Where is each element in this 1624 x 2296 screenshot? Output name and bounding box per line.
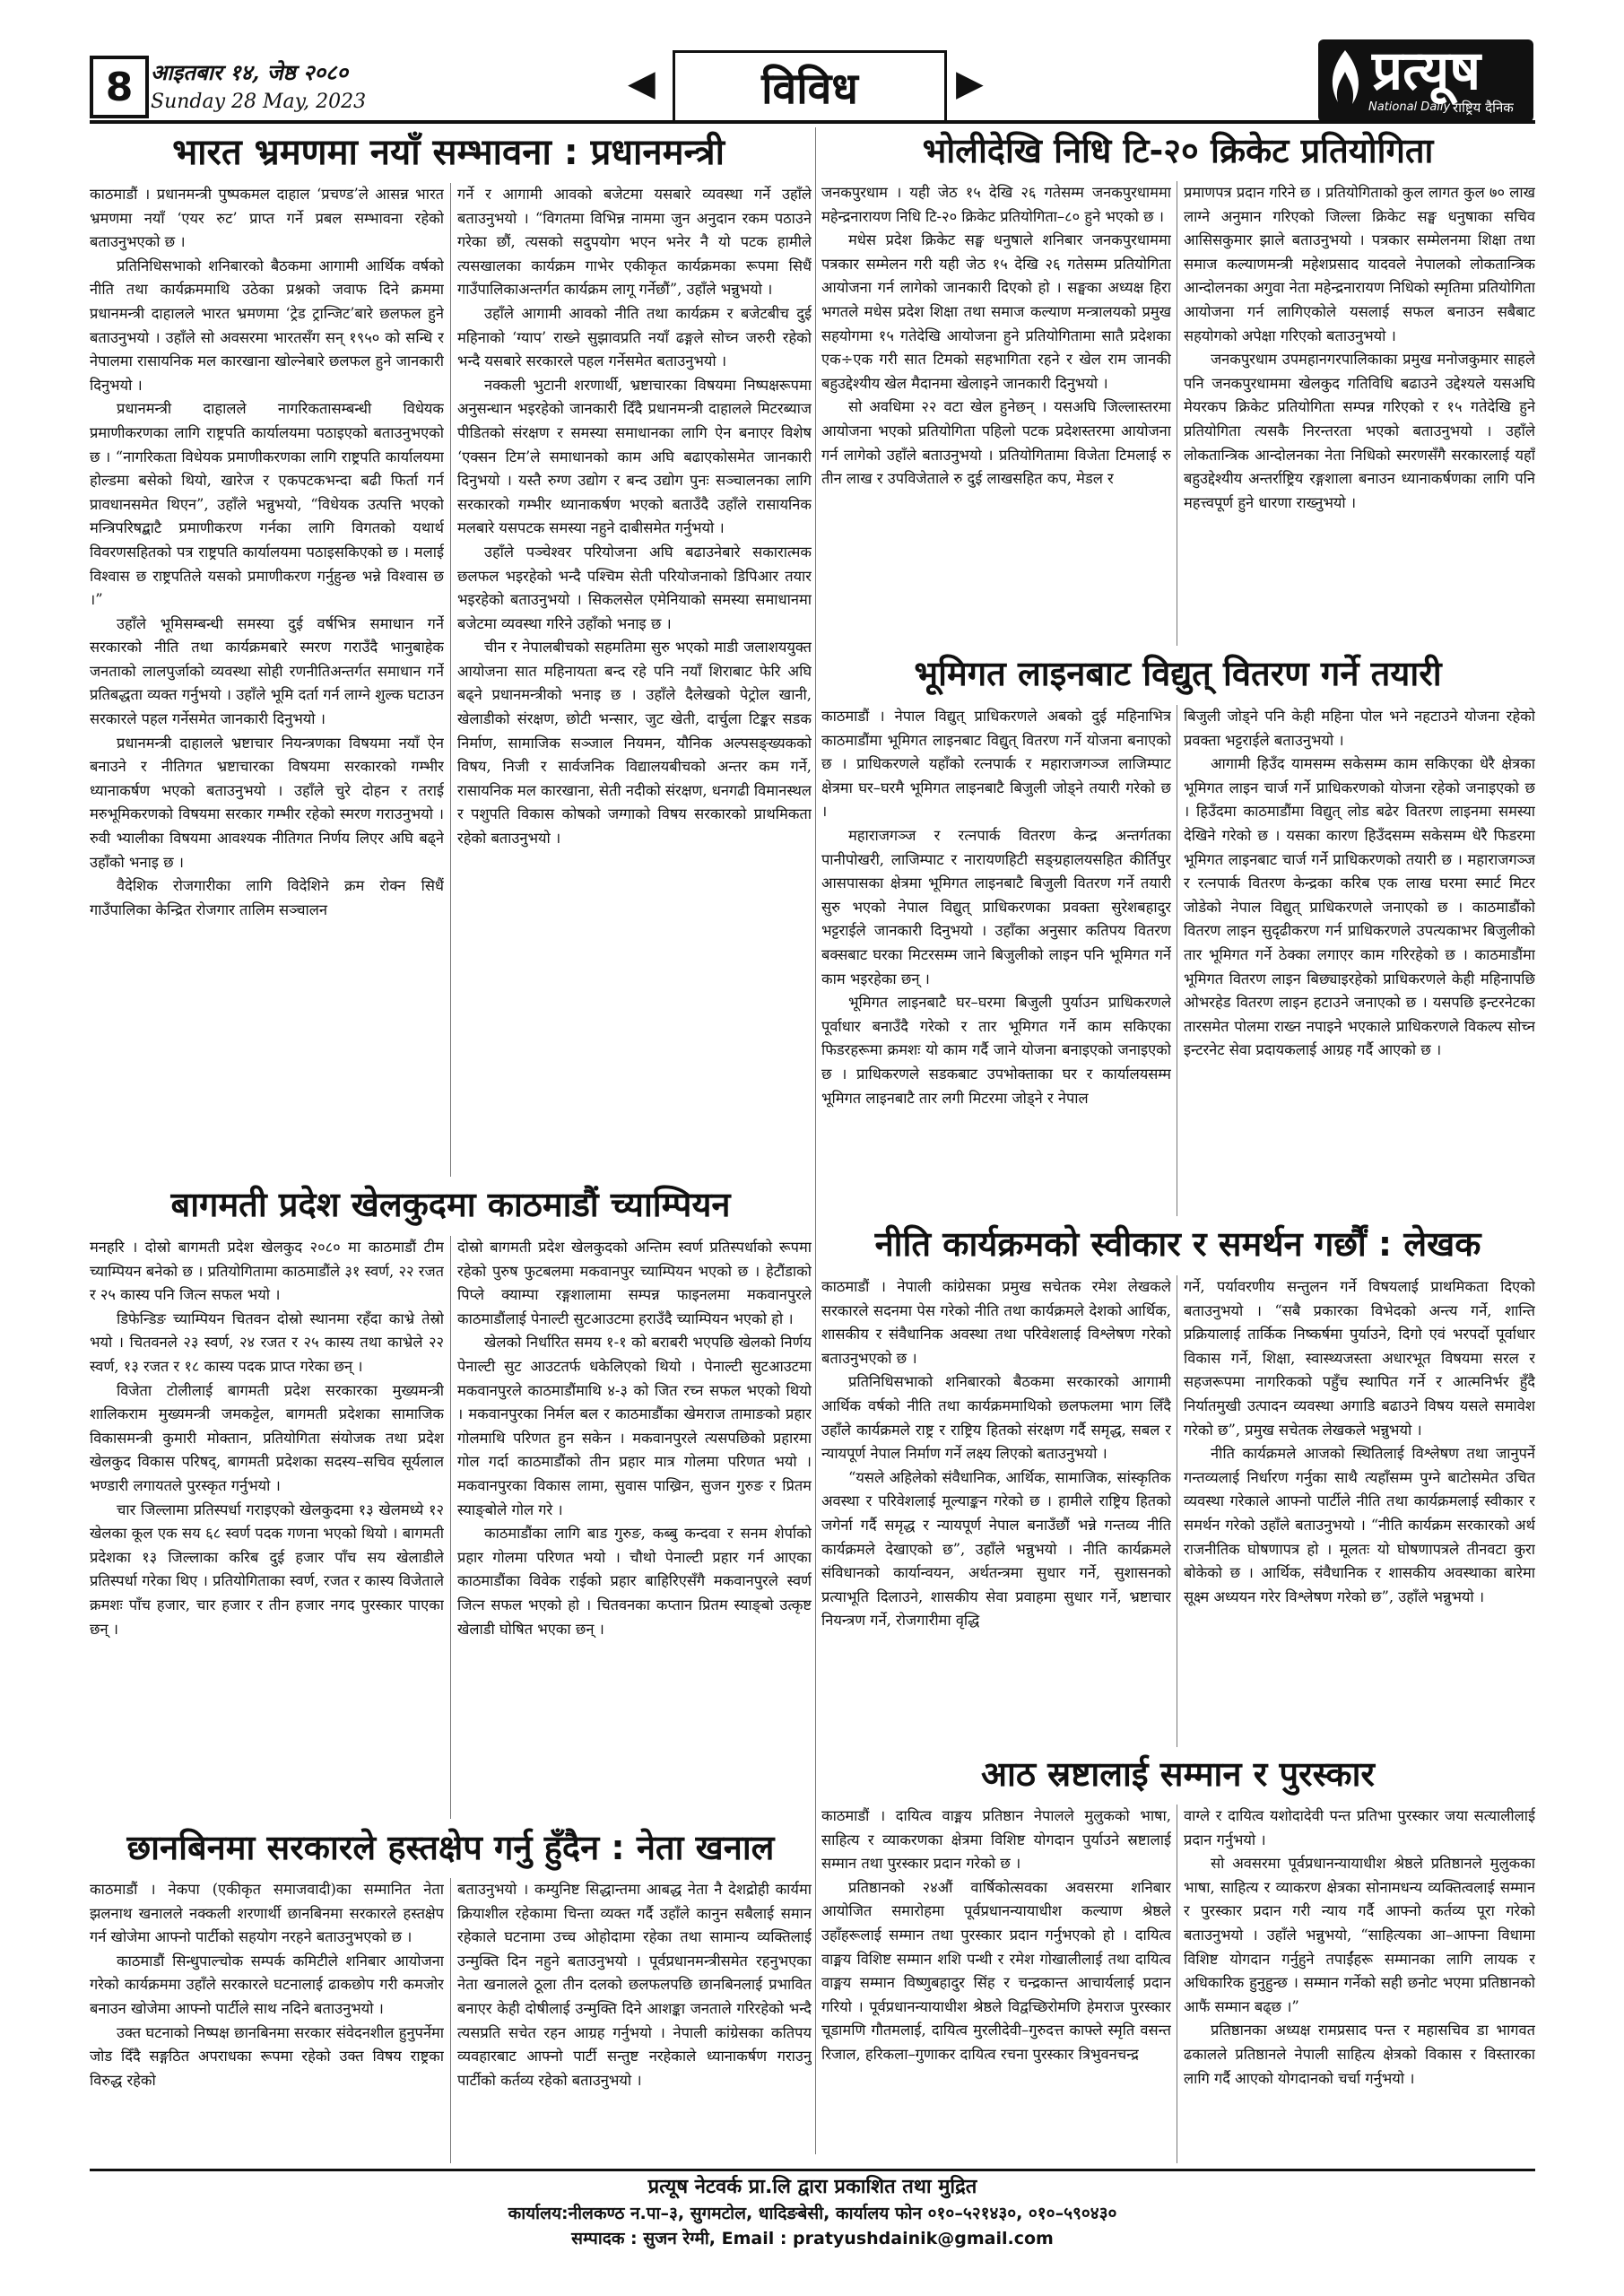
editor-email-line: सम्पादक : सुजन रेग्मी, Email : pratyushdainik@gmail.com	[571, 2229, 1054, 2248]
article-column	[821, 1805, 1171, 2163]
date-nepali: आइतबार १४, जेष्ठ २०८०	[151, 59, 348, 85]
paragraph: मधेस प्रदेश क्रिकेट सङ्घ धनुषाले शनिबार जनकपुरधाममा पत्रकार सम्मेलन गरी यही जेठ १५ देखि २६ गतेसम्म प्रतियोगिता आयोजना गर्न लागेको जानकारी दिएको हो । सङ्घका अध्यक्ष हिरा भगतले मधेस प्रदेश शिक्षा तथा समाज कल्याण मन्त्रालयको प्रमुख सहयोगमा १५ गतेदेखि आयोजना हुने प्रतियोगितामा सातै प्रदेशका एक÷एक गरी सात टिमको सहभागिता रहने र खेल राम जानकी बहुउद्देश्यीय खेल मैदानमा खेलाइने जानकारी दिनुभयो ।	[821, 231, 1171, 392]
date-block	[151, 57, 438, 111]
logo-subtitle-nepali: राष्ट्रिय दैनिक	[1453, 100, 1514, 116]
paragraph: दोस्रो बागमती प्रदेश खेलकुदको अन्तिम स्वर्ण प्रतिस्पर्धाको रूपमा रहेको पुरुष फुटबलमा मकवानपुर च्याम्पियन भएको छ । हेटौंडाको पिप्ले क्याम्पा रङ्गशालामा सम्पन्न फाइनलमा मकवानपुरले काठमाडौंलाई पेनाल्टी सुटआउटमा हराउँदै च्याम्पियन भएको हो ।	[457, 1239, 812, 1327]
paragraph: काठमाडौं । नेकपा (एकीकृत समाजवादी)का सम्मानित नेता झलनाथ खनालले नक्कली शरणार्थी छानबिनमा सरकारले हस्तक्षेप गर्न खोजेमा आफ्नो पार्टीको सहयोग नरहने बताउनुभएको छ ।	[90, 1881, 444, 1946]
article-column	[821, 181, 1171, 683]
publisher-line: प्रत्यूष नेटवर्क प्रा.लि द्वारा प्रकाशित तथा मुद्रित	[647, 2176, 977, 2198]
paragraph: भूमिगत लाइनबाटै घर–घरमा बिजुली पुर्याउन प्राधिकरणले पूर्वाधार बनाउँदै गरेको र तार भूमिगत गर्ने काम सकिएका फिडरहरूमा क्रमशः यो काम गर्दै जाने योजना बनाइएको जनाइएको छ । प्राधिकरणले सडकबाट उपभोक्ताका घर र कार्यालयसम्म भूमिगत लाइनबाटै तार लगी मिटरमा जोड्ने र नेपाल	[821, 994, 1171, 1107]
date-english: Sunday 28 May, 2023	[151, 91, 367, 113]
article-column	[90, 1236, 444, 1819]
logo-subtitle-english: National Daily	[1368, 100, 1451, 114]
paragraph: खेलको निर्धारित समय १-१ को बराबरी भएपछि खेलको निर्णय पेनाल्टी सुट आउटतर्फ धकेलिएको थियो । पेनाल्टी सुटआउटमा मकवानपुरले काठमाडौंमाथि ४-३ को जित रच्न सफल भएको थियो । मकवानपुरका निर्मल बल र काठमाडौंका खेमराज तामाङको प्रहार गोलमाथि परिणत हुन सकेन । मकवानपुरले त्यसपछिको प्रहारमा गोल गर्दा काठमाडौंको तीन प्रहार मात्र गोलमा परिणत भयो । मकवानपुरका विकास लामा, सुवास पाख्रिन, सुजन गुरुङ र प्रितम स्याङ्बोले गोल गरे ।	[457, 1334, 812, 1518]
paragraph: चार जिल्लामा प्रतिस्पर्धा गराइएको खेलकुदमा १३ खेलमध्ये १२ खेलका कूल एक सय ६८ स्वर्ण पदक गणना भएको थियो । बागमती प्रदेशका १३ जिल्लाका करिब दुई हजार पाँच सय खेलाडीले प्रतिस्पर्धा गरेका थिए । प्रतियोगिताका स्वर्ण, रजत र कास्य विजेताले क्रमशः पाँच हजार, चार हजार र तीन हजार नगद पुरस्कार पाएका छन् ।	[90, 1500, 444, 1638]
paragraph: काठमाडौं । नेपाल विद्युत् प्राधिकरणले अबको दुई महिनाभित्र काठमाडौंमा भूमिगत लाइनबाट विद्युत् वितरण गर्ने योजना बनाएको छ । प्राधिकरणले यहाँको रत्नपार्क र महाराजगञ्ज लाजिम्पाट क्षेत्रमा घर–घरमै भूमिगत लाइनबाटै बिजुली जोड्ने तयारी गरेको छ ।	[821, 708, 1171, 821]
paragraph: डिफेन्डिङ च्याम्पियन चितवन दोस्रो स्थानमा रहँदा काभ्रे तेस्रो भयो । चितवनले २३ स्वर्ण, २४ रजत र २५ कास्य तथा काभ्रेले २२ स्वर्ण, १३ रजत र १८ कास्य पदक प्राप्त गरेका छन् ।	[90, 1309, 444, 1375]
headline-bharat-bhraman: भारत भ्रमणमा नयाँ सम्भावना : प्रधानमन्त्री	[172, 132, 725, 173]
paragraph: उहाँले पञ्चेश्वर परियोजना अघि बढाउनेबारे सकारात्मक छलफल भइरहेको भन्दै पश्चिम सेती परियोजनाको डिपिआर तयार भइरहेको बताउनुभयो । सिकलसेल एमेनियाको समस्या समाधानमा बजेटमा व्यवस्था गरिने उहाँको भनाइ छ ।	[457, 543, 812, 632]
paragraph: नक्कली भुटानी शरणार्थी, भ्रष्टाचारका विषयमा निष्पक्षरूपमा अनुसन्धान भइरहेको जानकारी दिँदै प्रधानमन्त्री दाहालले मिटरब्याज पीडितको संरक्षण र समस्या समाधानका लागि ऐन बनाएर विशेष ‘एक्सन टिम’ले समाधानको काम अघि बढाएकोसमेत जानकारी दिनुभयो । यस्तै रुग्ण उद्योग र बन्द उद्योग पुनः सञ्चालनका लागि सरकारको गम्भीर ध्यानाकर्षण भएको बताउँदै उहाँले रासायनिक मलबारे यसपटक समस्या नहुने दाबीसमेत गर्नुभयो ।	[457, 376, 812, 537]
headline-nidhi-t20: भोलीदेखि निधि टि-२० क्रिकेट प्रतियोगिता	[922, 131, 1434, 170]
article-column	[90, 183, 444, 1177]
paragraph: काठमाडौंका लागि बाड गुरुङ, कब्बु कन्दवा र सनम शेर्पाको प्रहार गोलमा परिणत भयो । चौथो पेनाल्टी प्रहार गर्न आएका काठमाडौंका विवेक राईको प्रहार बाहिरिएसँगै मकवानपुरले स्वर्ण जित्न सफल भएको हो । चितवनका कप्तान प्रितम स्याङ्बो उत्कृष्ट खेलाडी घोषित भएका छन् ।	[457, 1525, 812, 1638]
logo-flame-icon	[1325, 48, 1365, 111]
paragraph: उहाँले भूमिसम्बन्धी समस्या दुई वर्षभित्र समाधान गर्ने सरकारको नीति तथा कार्यक्रमबारे स्मरण गराउँदै भानुबाहेक जनताको लालपुर्जाको व्यवस्था सोही रणनीतिअन्तर्गत समाधान गर्ने प्रतिबद्धता व्यक्त गर्नुभयो । उहाँले भूमि दर्ता गर्न लाग्ने शुल्क घटाउन सरकारले पहल गर्नेसमेत जानकारी दिनुभयो ।	[90, 614, 444, 728]
article-column	[1184, 705, 1535, 1234]
paragraph: बिजुली जोड्ने पनि केही महिना पोल भने नहटाउने योजना रहेको प्रवक्ता भट्टराईले बताउनुभयो ।	[1184, 708, 1535, 749]
paragraph: काठमाडौं । प्रधानमन्त्री पुष्पकमल दाहाल ‘प्रचण्ड’ले आसन्न भारत भ्रमणमा नयाँ ‘एयर रुट’ प्राप्त गर्ने प्रबल सम्भावना रहेको बताउनुभएको छ ।	[90, 186, 444, 251]
paragraph: जनकपुरधाम । यही जेठ १५ देखि २६ गतेसम्म जनकपुरधाममा महेन्द्रनारायण निधि टि-२० क्रिकेट प्रतियोगिता–८० हुने भएको छ ।	[821, 184, 1171, 225]
paragraph: चीन र नेपालबीचको सहमतिमा सुरु भएको माडी जलाशययुक्त आयोजना सात महिनायता बन्द रहे पनि नयाँ शिराबाट फेरि अघि बढ्ने प्रधानमन्त्रीको भनाइ छ । उहाँले दैलेखको पेट्रोल खानी, खेलाडीको संरक्षण, छोटी भन्सार, जुट खेती, दार्चुला टिङ्कर सडक निर्माण, सामाजिक सञ्जाल नियमन, यौनिक अल्पसङ्ख्यकको विषय, निजी र सार्वजनिक विद्यालयबीचको अन्तर कम गर्ने, रासायनिक मल कारखाना, सेती नदीको संरक्षण, धनगढी विमानस्थल र पशुपति विकास कोषको जग्गाको विषय सरकारको प्राथमिकता रहेको बताउनुभयो ।	[457, 639, 812, 848]
paragraph: प्रतिनिधिसभाको शनिबारको बैठकमा आगामी आर्थिक वर्षको नीति तथा कार्यक्रममाथि उठेका प्रश्नको जवाफ दिने क्रममा प्रधानमन्त्री दाहालले भारत भ्रमणमा ‘ट्रेड ट्रान्जिट’बारे छलफल हुने बताउनुभयो । उहाँले सो अवसरमा भारतसँग सन् १९५० को सन्धि र नेपालमा रासायनिक मल कारखाना खोल्नेबारे छलफल हुने जानकारी दिनुभयो ।	[90, 257, 444, 394]
paragraph: जनकपुरधाम उपमहानगरपालिकाका प्रमुख मनोजकुमार साहले पनि जनकपुरधाममा खेलकुद गतिविधि बढाउने उद्देश्यले यसअघि मेयरकप क्रिकेट प्रतियोगिता सम्पन्न गरिएको र १५ गतेदेखि हुने प्रतियोगिता त्यसकै निरन्तरता भएको बताउनुभयो । उहाँले लोकतान्त्रिक आन्दोलनका नेता निधिको स्मरणसँगै सरकारलाई यहाँ बहुउद्देश्यीय अन्तर्राष्ट्रिय रङ्गशाला बनाउन ध्यानाकर्षणका लागि पनि महत्त्वपूर्ण हुने धारणा राख्नुभयो ।	[1184, 351, 1535, 511]
headline-chhanbin: छानबिनमा सरकारले हस्तक्षेप गर्नु हुँदैन : नेता खनाल	[90, 1821, 812, 1874]
column-divider	[450, 1236, 451, 1819]
article-column	[457, 1878, 812, 2163]
paragraph: प्रधानमन्त्री दाहालले भ्रष्टाचार नियन्त्रणका विषयमा नयाँ ऐन बनाउने र नीतिगत भ्रष्टाचारका विषयमा सरकारको गम्भीर ध्यानाकर्षण भएको बताउनुभयो । उहाँले चुरे दोहन र तराई मरुभूमिकरणको विषयमा सरकार गम्भीर रहेको स्मरण गराउनुभयो । रुवी भ्यालीका विषयमा आवश्यक नीतिगत निर्णय लिएर अघि बढ्ने उहाँको भनाइ छ ।	[90, 734, 444, 871]
headline-underground-line: भूमिगत लाइनबाट विद्युत् वितरण गर्ने तयारी	[821, 646, 1535, 701]
paragraph: आगामी हिउँद यामसम्म सकेसम्म काम सकिएका धेरै क्षेत्रका भूमिगत लाइन चार्ज गर्ने प्राधिकरणको योजना रहेको जनाइएको छ । हिउँदमा काठमाडौंमा विद्युत् लोड बढेर वितरण लाइनमा समस्या देखिने गरेको छ । यसका कारण हिउँदसम्म सकेसम्म धेरै फिडरमा भूमिगत लाइनबाट चार्ज गर्ने प्राधिकरणको तयारी छ । महाराजगञ्ज र रत्नपार्क वितरण केन्द्रका करिब एक लाख घरमा स्मार्ट मिटर जोडेको नेपाल विद्युत् प्राधिकरणले जनाएको छ । काठमाडौंको वितरण लाइन सुदृढीकरण गर्न प्राधिकरणले उपत्यकाभर बिजुलीको तार भूमिगत गर्ने ठेक्का लगाएर काम गरिरहेको छ । काठमाडौंमा भूमिगत वितरण लाइन बिछ्याइरहेको प्राधिकरणले केही महिनापछि ओभरहेड वितरण लाइन हटाउने जनाएको छ । यसपछि इन्टरनेटका तारसमेत पोलमा राख्न नपाइने भएकाले प्राधिकरणले विकल्प सोच्न इन्टरनेट सेवा प्रदायकलाई आग्रह गर्दै आएको छ ।	[1184, 755, 1535, 1059]
paragraph: काठमाडौं । दायित्व वाङ्मय प्रतिष्ठान नेपालले मुलुकको भाषा, साहित्य र व्याकरणका क्षेत्रमा विशिष्ट योगदान पुर्याउने स्रष्टालाई सम्मान तथा पुरस्कार प्रदान गरेको छ ।	[821, 1807, 1171, 1873]
paragraph: वाग्ले र दायित्व यशोदादेवी पन्त प्रतिभा पुरस्कार जया सत्यालीलाई प्रदान गर्नुभयो ।	[1184, 1807, 1535, 1848]
headline-bagmati-khelkud: बागमती प्रदेश खेलकुदमा काठमाडौं च्याम्पियन	[90, 1178, 812, 1231]
article-column	[1184, 1275, 1535, 1749]
paragraph: सो अवधिमा २२ वटा खेल हुनेछन् । यसअघि जिल्लास्तरमा आयोजना भएको प्रतियोगिता पहिलो पटक प्रदेशस्तरमा आयोजना गर्न लागेको उहाँले बताउनुभयो । प्रतियोगितामा विजेता टिमलाई रु तीन लाख र उपविजेताले रु दुई लाखसहित कप, मेडल र	[821, 398, 1171, 488]
paragraph: काठमाडौं सिन्धुपाल्चोक सम्पर्क कमिटीले शनिबार आयोजना गरेको कार्यक्रममा उहाँले सरकारले घटनालाई ढाकछोप गरी कमजोर बनाउन खोजेमा आफ्नो पार्टीले साथ नदिने बताउनुभयो ।	[90, 1952, 444, 2017]
article-column	[821, 705, 1171, 1234]
paragraph: उक्त घटनाको निष्पक्ष छानबिनमा सरकार संवेदनशील हुनुपर्नेमा जोड दिँदै सङ्गठित अपराधका रूपमा रहेको उक्त विषय राष्ट्रका विरुद्ध रहेको	[90, 2023, 444, 2089]
paragraph: प्रतिनिधिसभाको शनिबारको बैठकमा सरकारको आगामी आर्थिक वर्षको नीति तथा कार्यक्रममाथिको छलफलमा भाग लिँदै उहाँले कार्यक्रमले राष्ट्र र राष्ट्रिय हितको संरक्षण गर्दै समृद्ध, सबल र न्यायपूर्ण नेपाल निर्माण गर्ने लक्ष्य लिएको बताउनुभयो ।	[821, 1373, 1171, 1463]
article-column	[457, 183, 812, 1177]
office-address-line: कार्यालय:नीलकण्ठ न.पा–३, सुगमटोल, धादिङबेसी, कार्यालय फोन ०१०–५२१४३०, ०१०–५९०४३०	[508, 2204, 1117, 2223]
article-column	[457, 1236, 812, 1819]
paragraph: महाराजगञ्ज र रत्नपार्क वितरण केन्द्र अन्तर्गतका पानीपोखरी, लाजिम्पाट र नारायणहिटी सङ्ग्रहालयसहित कीर्तिपुर आसपासका क्षेत्रमा भूमिगत लाइनबाटै बिजुली वितरण गर्ने तयारी सुरु भएको नेपाल विद्युत् प्राधिकरणका प्रवक्ता सुरेशबहादुर भट्टराईले जानकारी दिनुभयो । उहाँका अनुसार कतिपय वितरण बक्सबाट घरका मिटरसम्म जाने बिजुलीको लाइन पनि भूमिगत गर्ने काम भइरहेका छन् ।	[821, 826, 1171, 987]
paragraph: नीति कार्यक्रमले आजको स्थितिलाई विश्लेषण तथा जानुपर्ने गन्तव्यलाई निर्धारण गर्नुका साथै त्यहाँसम्म पुग्ने बाटोसमेत उचित व्यवस्था गरेकाले आफ्नो पार्टीले नीति तथा कार्यक्रमलाई स्वीकार र समर्थन गरेको उहाँले बताउनुभयो । “नीति कार्यक्रम सरकारको अर्थ राजनीतिक घोषणापत्र हो । मूलतः यो घोषणापत्रले तीनवटा कुरा बोकेको छ । आर्थिक, संवैधानिक र शासकीय अवस्थाका बारेमा सूक्ष्म अध्ययन गरेर विश्लेषण गरेको छ”, उहाँले भन्नुभयो ।	[1184, 1445, 1535, 1605]
page-center-divider	[815, 127, 816, 2154]
section-title: विविध	[673, 50, 947, 124]
article-column	[821, 1275, 1171, 1749]
column-divider	[450, 1878, 451, 2163]
imprint-footer	[90, 2174, 1535, 2251]
right-arrow-icon: ▶	[956, 63, 984, 104]
page-number: 8	[90, 56, 149, 118]
paragraph: काठमाडौं । नेपाली कांग्रेसका प्रमुख सचेतक रमेश लेखकले सरकारले सदनमा पेस गरेको नीति तथा कार्यक्रमले देशको आर्थिक, शासकीय र संवैधानिक अवस्था तथा परिवेशलाई विश्लेषण गरेको बताउनुभएको छ ।	[821, 1278, 1171, 1367]
newspaper-logo	[1318, 39, 1533, 122]
paragraph: “यसले अहिलेको संवैधानिक, आर्थिक, सामाजिक, सांस्कृतिक अवस्था र परिवेशलाई मूल्याङ्कन गरेको छ । हामीले राष्ट्रिय हितको जगेर्ना गर्दै समृद्ध र न्यायपूर्ण नेपाल बनाउँछौं भन्ने गन्तव्य नीति कार्यक्रमले देखाएको छ”, उहाँले भन्नुभयो । नीति कार्यक्रमले संविधानको कार्यान्वयन, अर्थतन्त्रमा सुधार गर्ने, सुशासनको प्रत्याभूति दिलाउने, शासकीय सेवा प्रवाहमा सुधार गर्ने, भ्रष्टाचार नियन्त्रण गर्ने, रोजगारीमा वृद्धि	[821, 1468, 1171, 1630]
paragraph: प्रमाणपत्र प्रदान गरिने छ । प्रतियोगिताको कुल लागत कुल ७० लाख लाग्ने अनुमान गरिएको जिल्ला क्रिकेट सङ्घ धनुषाका सचिव आसिसकुमार झाले बताउनुभयो । पत्रकार सम्मेलनमा शिक्षा तथा समाज कल्याणमन्त्री महेशप्रसाद यादवले नेपालको लोकतान्त्रिक आन्दोलनका अगुवा नेता महेन्द्रनारायण निधिको स्मृतिमा प्रतियोगिता आयोजना गर्न लागिएकोले यसलाई सफल बनाउन सबैबाट सहयोगको अपेक्षा गरिएको बताउनुभयो ।	[1184, 184, 1535, 344]
logo-name: प्रत्यूष	[1372, 39, 1481, 102]
masthead-rule	[90, 120, 1535, 124]
article-column	[1184, 1805, 1535, 2163]
paragraph: वैदेशिक रोजगारीका लागि विदेशिने क्रम रोक्न सिधैं गाउँपालिका केन्द्रित रोजगार तालिम सञ्चालन	[90, 877, 444, 918]
left-arrow-icon: ◀	[628, 63, 656, 104]
paragraph: गर्ने र आगामी आवको बजेटमा यसबारे व्यवस्था गर्ने उहाँले बताउनुभयो । “विगतमा विभिन्न नाममा जुन अनुदान रकम पठाउने गरेका छौं, त्यसको सदुपयोग भएन भनेर नै यो पटक हामीले त्यसखालका कार्यक्रम गाभेर एकीकृत कार्यक्रमका रूपमा सिधैं गाउँपालिकाअन्तर्गत कार्यक्रम लागू गर्नेछौं”, उहाँले भन्नुभयो ।	[457, 186, 812, 299]
paragraph: मनहरि । दोस्रो बागमती प्रदेश खेलकुद २०८० मा काठमाडौं टीम च्याम्पियन बनेको छ । प्रतियोगितामा काठमाडौंले ३१ स्वर्ण, २२ रजत र २५ कास्य पनि जित्न सफल भयो ।	[90, 1239, 444, 1304]
paragraph: सो अवसरमा पूर्वप्रधानन्यायाधीश श्रेष्ठले प्रतिष्ठानले मुलुकका भाषा, साहित्य र व्याकरण क्षेत्रका सोनामधन्य व्यक्तित्वलाई सम्मान र पुरस्कार प्रदान गरी न्याय गर्दै आफ्नो कर्तव्य पूरा गरेको बताउनुभयो । उहाँले भन्नुभयो, “साहित्यका आ–आफ्ना विधामा विशिष्ट योगदान गर्नुहुने तपाईंहरू सम्मानका लागि लायक र अधिकारिक हुनुहुन्छ । सम्मान गर्नेको सही छनोट भएमा प्रतिष्ठानको आफैं सम्मान बढ्छ ।”	[1184, 1855, 1535, 2015]
article-column	[90, 1878, 444, 2163]
paragraph: उहाँले आगामी आवको नीति तथा कार्यक्रम र बजेटबीच दुई महिनाको ‘ग्याप’ राख्ने सुझावप्रति नयाँ ढङ्गले सोच्न जरुरी रहेको भन्दै यसबारे सरकारले पहल गर्नेसमेत बताउनुभयो ।	[457, 304, 812, 370]
article-column	[1184, 181, 1535, 683]
headline-ath-srashta: आठ स्रष्टालाई सम्मान र पुरस्कार	[821, 1747, 1535, 1801]
paragraph: प्रधानमन्त्री दाहालले नागरिकतासम्बन्धी विधेयक प्रमाणीकरणका लागि राष्ट्रपति कार्यालयमा पठाइएको बताउनुभएको छ । “नागरिकता विधेयक प्रमाणीकरणका लागि राष्ट्रपति कार्यालयमा होल्डमा बसेको थियो, खारेज र एकपटकभन्दा बढी फिर्ता गर्न प्रावधानसमेत थिएन”, उहाँले भन्नुभयो, “विधेयक उत्पत्ति भएको मन्त्रिपरिषद्बाटै प्रमाणीकरण गर्नका लागि विगतको यथार्थ विवरणसहितको पत्र राष्ट्रपति कार्यालयमा पठाइसकिएको छ । मलाई विश्वास छ राष्ट्रपतिले यसको प्रमाणीकरण गर्नुहुन्छ भन्ने विश्वास छ ।”	[90, 400, 444, 609]
paragraph: प्रतिष्ठानका अध्यक्ष रामप्रसाद पन्त र महासचिव डा भागवत ढकालले प्रतिष्ठानले नेपाली साहित्य क्षेत्रको विकास र विस्तारका लागि गर्दै आएको योगदानको चर्चा गर्नुभयो ।	[1184, 2022, 1535, 2087]
paragraph: प्रतिष्ठानको २४औं वार्षिकोत्सवका अवसरमा शनिबार आयोजित समारोहमा पूर्वप्रधानन्यायाधीश कल्याण श्रेष्ठले उहाँहरूलाई सम्मान तथा पुरस्कार प्रदान गर्नुभएको हो । दायित्व वाङ्मय विशिष्ट सम्मान शशि पन्थी र रमेश गोखालीलाई तथा दायित्व वाङ्मय सम्मान विष्णुबहादुर सिंह र चन्द्रकान्त आचार्यलाई प्रदान गरियो । पूर्वप्रधानन्यायाधीश श्रेष्ठले विद्वच्छिरोमणि हेमराज पुरस्कार चूडामणि गौतमलाई, दायित्व मुरलीदेवी–गुरुदत्त काफ्ले स्मृति वसन्त रिजाल, हरिकला–गुणाकर दायित्व रचना पुरस्कार त्रिभुवनचन्द्र	[821, 1878, 1171, 2063]
paragraph: गर्ने, पर्यावरणीय सन्तुलन गर्ने विषयलाई प्राथमिकता दिएको बताउनुभयो । “सबै प्रकारका विभेदको अन्त्य गर्ने, शान्ति प्रक्रियालाई तार्किक निष्कर्षमा पुर्याउने, दिगो एवं भरपर्दो पूर्वाधार विकास गर्ने, शिक्षा, स्वास्थ्यजस्ता अधारभूत विषयमा सरल र सहजरूपमा नागरिकको पहुँच स्थापित गर्ने र आत्मनिर्भर हुँदै निर्यातमुखी उत्पादन व्यवस्था अगाडि बढाउने विषय यसले समावेश गरेको छ”, प्रमुख सचेतक लेखकले भन्नुभयो ।	[1184, 1278, 1535, 1439]
headline-niti-karyakram: नीति कार्यक्रमको स्वीकार र समर्थन गर्छौं : लेखक	[821, 1216, 1535, 1272]
paragraph: बताउनुभयो । कम्युनिष्ट सिद्धान्तमा आबद्ध नेता नै देशद्रोही कार्यमा क्रियाशील रहेकामा चिन्ता व्यक्त गर्दै उहाँले कानुन सबैलाई समान रहेकाले घटनामा उच्च ओहोदामा रहेका तथा सामान्य व्यक्तिलाई उन्मुक्ति दिन नहुने बताउनुभयो । पूर्वप्रधानमन्त्रीसमेत रहनुभएका नेता खनालले ठूला तीन दलको छलफलपछि छानबिनलाई प्रभावित बनाएर केही दोषीलाई उन्मुक्ति दिने आशङ्का जनताले गरिरहेको भन्दै त्यसप्रति सचेत रहन आग्रह गर्नुभयो । नेपाली कांग्रेसका कतिपय व्यवहारबाट आफ्नो पार्टी सन्तुष्ट नरहेकाले ध्यानाकर्षण गराउनु पार्टीको कर्तव्य रहेको बताउनुभयो ।	[457, 1881, 812, 2089]
footer-rule	[90, 2169, 1535, 2171]
paragraph: विजेता टोलीलाई बागमती प्रदेश सरकारका मुख्यमन्त्री शालिकराम मुख्यमन्त्री जमकट्टेल, बागमती प्रदेशका सामाजिक विकासमन्त्री कुमारी मोक्तान, प्रतियोगिता संयोजक तथा प्रदेश खेलकुद विकास परिषद्, बागमती प्रदेशका सदस्य–सचिव सूर्यलाल भण्डारी लगायतले पुरस्कृत गर्नुभयो ।	[90, 1381, 444, 1494]
column-divider	[450, 183, 451, 1177]
